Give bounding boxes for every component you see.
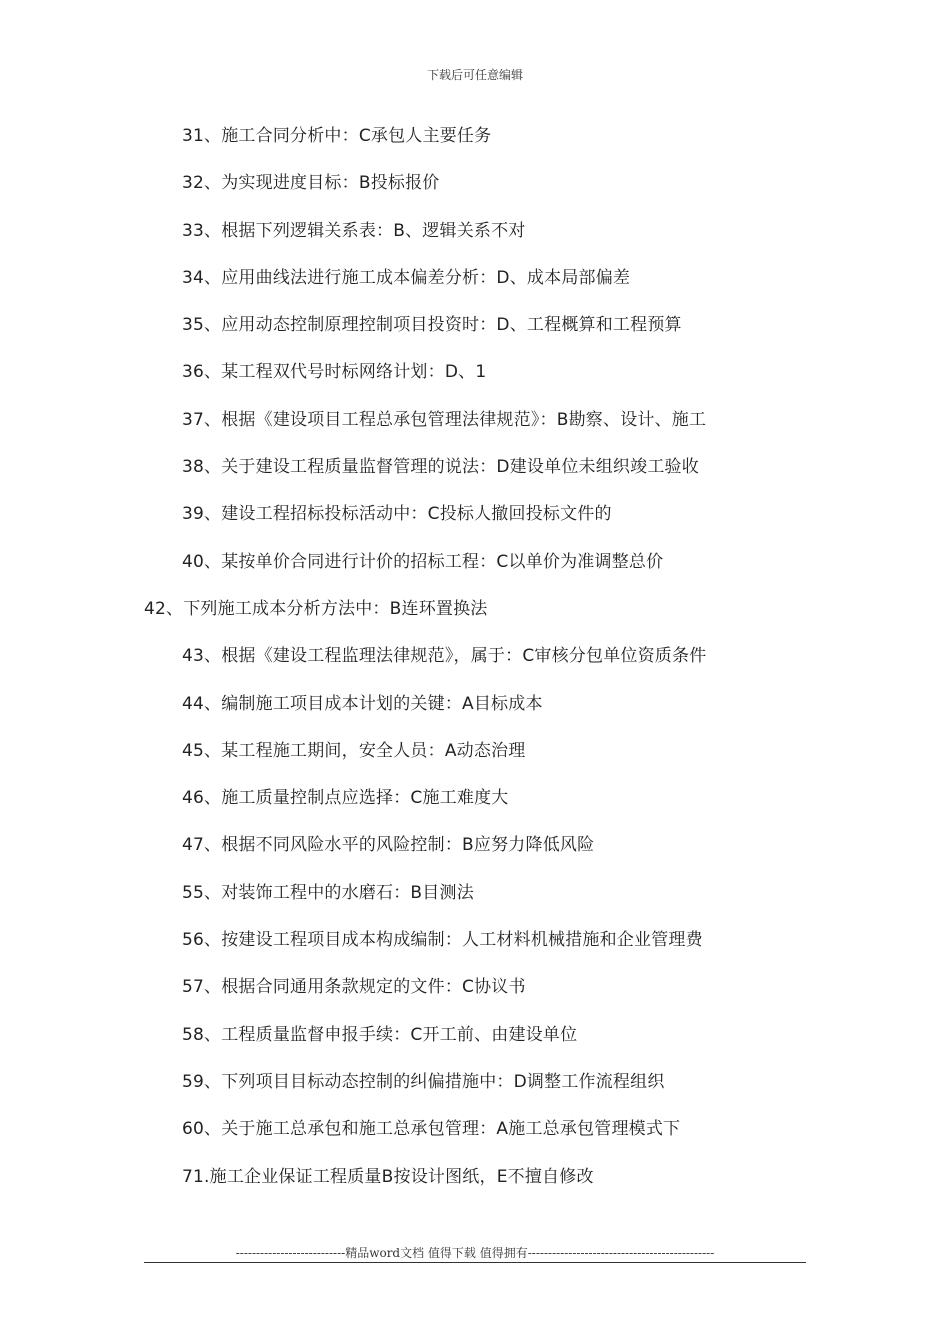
list-item: 55、对装饰工程中的水磨石：B目测法 — [182, 882, 474, 903]
list-item: 36、某工程双代号时标网络计划：D、1 — [182, 362, 487, 383]
list-item: 34、应用曲线法进行施工成本偏差分析：D、成本局部偏差 — [182, 267, 631, 288]
list-item: 37、根据《建设项目工程总承包管理法律规范》：B勘察、设计、施工 — [182, 409, 707, 430]
list-item: 56、按建设工程项目成本构成编制：人工材料机械措施和企业管理费 — [182, 930, 703, 951]
list-item: 45、某工程施工期间，安全人员：A动态治理 — [182, 740, 526, 761]
list-item: 40、某按单价合同进行计价的招标工程：C以单价为准调整总价 — [182, 551, 664, 572]
list-item: 60、关于施工总承包和施工总承包管理：A施工总承包管理模式下 — [182, 1119, 681, 1140]
answer-list — [0, 120, 950, 1208]
page-header: 下载后可任意编辑 — [426, 68, 523, 82]
list-item: 33、根据下列逻辑关系表：B、逻辑关系不对 — [182, 220, 526, 241]
list-item: 71.施工企业保证工程质量B按设计图纸，E不擅自修改 — [182, 1166, 594, 1187]
page-footer: ---------------------------精品word文档 值得下载 值得拥有---------------------------------------------- — [235, 1246, 715, 1260]
footer-divider — [144, 1262, 806, 1263]
list-item: 43、根据《建设工程监理法律规范》，属于：C审核分包单位资质条件 — [182, 646, 707, 667]
list-item: 44、编制施工项目成本计划的关键：A目标成本 — [182, 693, 543, 714]
list-item: 47、根据不同风险水平的风险控制：B应努力降低风险 — [182, 835, 595, 856]
list-item: 39、建设工程招标投标活动中：C投标人撤回投标文件的 — [182, 504, 612, 525]
list-item: 31、施工合同分析中：C承包人主要任务 — [182, 126, 492, 146]
list-item: 58、工程质量监督申报手续：C开工前、由建设单位 — [182, 1024, 578, 1045]
list-item: 38、关于建设工程质量监督管理的说法：D建设单位未组织竣工验收 — [182, 457, 699, 478]
list-item: 42、下列施工成本分析方法中：B连环置换法 — [144, 598, 488, 619]
list-item: 59、下列项目目标动态控制的纠偏措施中：D调整工作流程组织 — [182, 1071, 665, 1092]
list-item: 46、施工质量控制点应选择：C施工难度大 — [182, 788, 509, 809]
list-item: 32、为实现进度目标：B投标报价 — [182, 173, 440, 194]
list-item: 35、应用动态控制原理控制项目投资时：D、工程概算和工程预算 — [182, 315, 682, 336]
list-item: 57、根据合同通用条款规定的文件：C协议书 — [182, 977, 526, 998]
